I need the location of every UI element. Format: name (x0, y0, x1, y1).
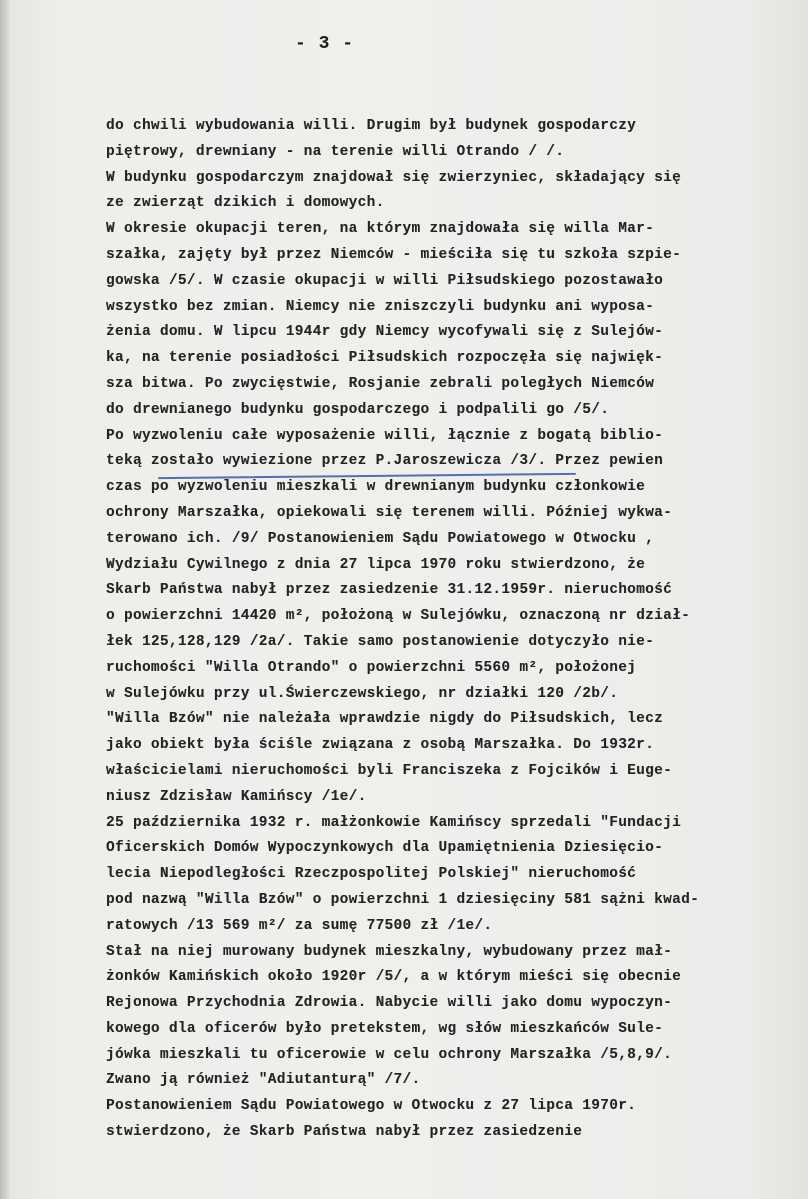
text-line: łek 125,128,129 /2a/. Takie samo postanowienie dotyczyło nie- (106, 633, 655, 650)
text-line: teką zostało wywiezione przez P.Jaroszewicza /3/. Przez pewien (106, 453, 664, 470)
text-line: jako obiekt była ściśle związana z osobą Marszałka. Do 1932r. (106, 737, 655, 754)
page-number: - 3 - (295, 34, 355, 54)
text-line: Rejonowa Przychodnia Zdrowia. Nabycie willi jako domu wypoczyn- (106, 995, 673, 1012)
text-line: do chwili wybudowania willi. Drugim był budynek gospodarczy (106, 118, 637, 134)
text-line: ruchomości "Willa Otrando" o powierzchni 5560 m², położonej (106, 659, 637, 676)
text-line: piętrowy, drewniany - na terenie willi Otrando / /. (106, 143, 565, 160)
text-line: w Sulejówku przy ul.Świerczewskiego, nr działki 120 /2b/. (106, 685, 619, 702)
text-line: czas po wyzwoleniu mieszkali w drewnianym budynku członkowie (106, 479, 646, 496)
text-line: niusz Zdzisław Kamińscy /1e/. (106, 788, 367, 805)
text-line: "Willa Bzów" nie należała wprawdzie nigdy do Piłsudskich, lecz (106, 711, 664, 728)
text-line: gowska /5/. W czasie okupacji w willi Piłsudskiego pozostawało (106, 272, 664, 289)
text-line: sza bitwa. Po zwycięstwie, Rosjanie zebrali poległych Niemców (106, 375, 655, 392)
text-line: ka, na terenie posiadłości Piłsudskich rozpoczęła się najwięk- (106, 350, 664, 367)
text-line: Postanowieniem Sądu Powiatowego w Otwocku z 27 lipca 1970r. (106, 1098, 637, 1115)
text-line: 25 października 1932 r. małżonkowie Kamińscy sprzedali "Fundacji (106, 814, 682, 831)
text-line: terowano ich. /9/ Postanowieniem Sądu Powiatowego w Otwocku , (106, 530, 655, 547)
text-line: pod nazwą "Willa Bzów" o powierzchni 1 dziesięciny 581 sążni kwad- (106, 891, 700, 908)
text-line: Wydziału Cywilnego z dnia 27 lipca 1970 roku stwierdzono, że (106, 556, 646, 573)
text-line: wszystko bez zmian. Niemcy nie zniszczyli budynku ani wyposa- (106, 298, 655, 315)
text-line: lecia Niepodległości Rzeczpospolitej Polskiej" nieruchomość (106, 866, 637, 883)
text-line: ochrony Marszałka, opiekowali się terenem willi. Później wykwa- (106, 504, 673, 521)
text-line: stwierdzono, że Skarb Państwa nabył przez zasiedzenie (106, 1124, 583, 1141)
text-line: W okresie okupacji teren, na którym znajdowała się willa Mar- (106, 221, 655, 238)
text-line: jówka mieszkali tu oficerowie w celu ochrony Marszałka /5,8,9/. (106, 1046, 673, 1063)
text-line: o powierzchni 14420 m², położoną w Sulejówku, oznaczoną nr dział- (106, 608, 691, 625)
body-text (106, 114, 806, 1146)
text-line: kowego dla oficerów było pretekstem, wg słów mieszkańców Sule- (106, 1020, 664, 1037)
text-line: żenia domu. W lipcu 1944r gdy Niemcy wycofywali się z Sulejów- (106, 324, 664, 341)
text-line: Po wyzwoleniu całe wyposażenie willi, łącznie z bogatą biblio- (106, 427, 664, 444)
text-line: Zwano ją również "Adiutanturą" /7/. (106, 1072, 421, 1089)
text-line: żonków Kamińskich około 1920r /5/, a w którym mieści się obecnie (106, 969, 682, 986)
text-line: Oficerskich Domów Wypoczynkowych dla Upamiętnienia Dziesięcio- (106, 840, 664, 857)
text-line: właścicielami nieruchomości byli Franciszeka z Fojcików i Euge- (106, 762, 673, 779)
text-line: Skarb Państwa nabył przez zasiedzenie 31.12.1959r. nieruchomość (106, 582, 673, 599)
text-line: szałka, zajęty był przez Niemców - mieściła się tu szkoła szpie- (106, 246, 682, 263)
text-line: ratowych /13 569 m²/ za sumę 77500 zł /1e/. (106, 917, 493, 934)
text-line: ze zwierząt dzikich i domowych. (106, 195, 385, 212)
text-line: do drewnianego budynku gospodarczego i podpalili go /5/. (106, 401, 610, 418)
text-line: W budynku gospodarczym znajdował się zwierzyniec, składający się (106, 169, 682, 186)
text-line: Stał na niej murowany budynek mieszkalny, wybudowany przez mał- (106, 943, 673, 960)
